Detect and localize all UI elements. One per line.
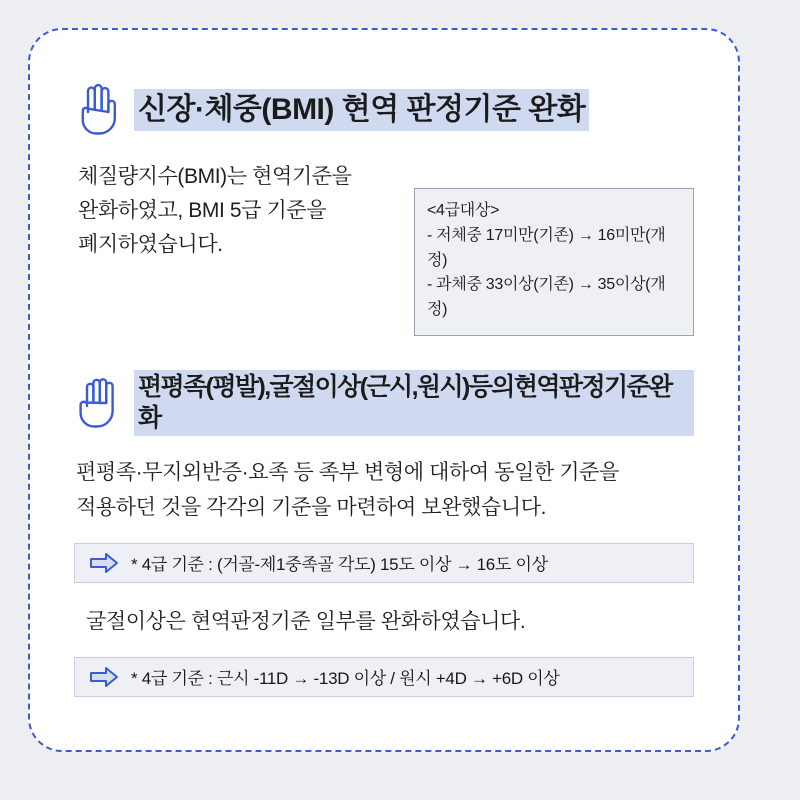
note-line-2: - 과체중 33이상(기존) → 35이상(개정) xyxy=(427,276,666,319)
right-arrow-icon xyxy=(89,552,119,574)
hand-three-fingers-icon xyxy=(74,82,120,138)
card-content xyxy=(30,30,738,750)
section2 xyxy=(74,370,694,697)
section1-line-3: 폐지하였습니다. xyxy=(78,233,223,257)
section2-title: 편평족(평발),굴절이상(근시,원시)등의현역판정기준완화 xyxy=(134,370,694,437)
section1-heading xyxy=(74,82,694,138)
note-line-1: - 저체중 17미만(기존) → 16미만(개정) xyxy=(427,226,666,269)
note-heading: <4급대상> xyxy=(427,202,500,219)
section1-line-1: 체질량지수(BMI)는 현역기준을 xyxy=(78,165,352,188)
section2-callout-2 xyxy=(74,657,694,697)
section2-callout-1-text: * 4급 기준 : (거골-제1중족골 각도) 15도 이상 → 16도 이상 xyxy=(131,555,548,575)
section1-title: 신장·체중(BMI) 현역 판정기준 완화 xyxy=(134,89,589,131)
section2-callout-1 xyxy=(74,543,694,583)
hand-four-fingers-icon xyxy=(74,375,120,431)
section2-line-2: 적용하던 것을 각각의 기준을 마련하여 보완했습니다. xyxy=(76,495,547,519)
section2-heading xyxy=(74,370,694,437)
section1-line-2: 완화하였고, BMI 5급 기준을 xyxy=(78,199,327,223)
section2-line-1: 편평족·무지외반증·요족 등 족부 변형에 대하여 동일한 기준을 xyxy=(76,461,619,485)
section2-mid-text: 굴절이상은 현역판정기준 일부를 완화하였습니다. xyxy=(86,609,526,633)
section1-note-box xyxy=(414,188,694,336)
section1-body xyxy=(74,160,694,336)
section1-paragraph xyxy=(74,160,414,262)
right-arrow-icon xyxy=(89,666,119,688)
section2-callout-2-text: * 4급 기준 : 근시 -11D → -13D 이상 / 원시 +4D → +6D 이상 xyxy=(131,669,560,689)
info-card xyxy=(28,28,740,752)
section2-paragraph xyxy=(74,456,694,524)
